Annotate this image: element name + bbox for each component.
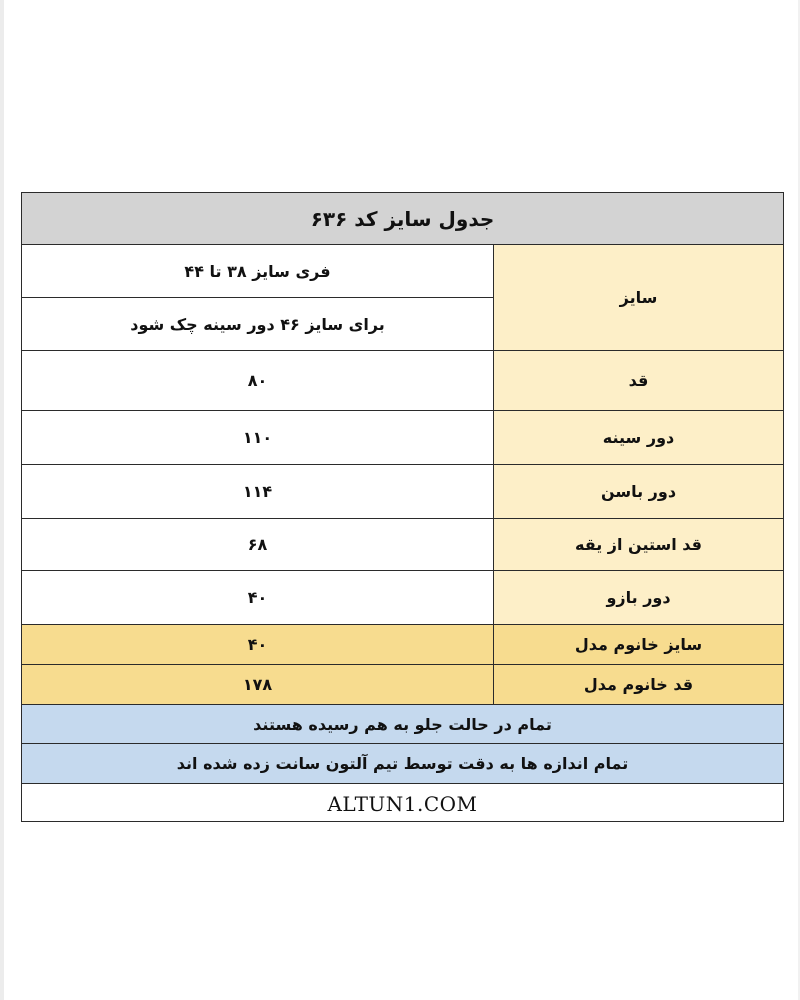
measurement-row-length xyxy=(22,350,783,410)
size-value-free: فری سایز ۳۸ تا ۴۴ xyxy=(22,245,493,297)
size-chart-table xyxy=(21,192,784,822)
note-row xyxy=(22,704,783,743)
measurement-label: دور باسن xyxy=(493,465,783,518)
note-text: تمام در حالت جلو به هم رسیده هستند xyxy=(22,705,783,743)
measurement-label: دور بازو xyxy=(493,571,783,624)
model-height-row xyxy=(22,664,783,704)
measurement-label: قد xyxy=(493,351,783,410)
measurement-row-chest xyxy=(22,410,783,464)
model-size-row xyxy=(22,624,783,664)
model-value: ۱۷۸ xyxy=(22,665,493,704)
size-row xyxy=(22,244,783,350)
measurement-label: دور سینه xyxy=(493,411,783,464)
measurement-value: ۴۰ xyxy=(22,571,493,624)
model-label: قد خانوم مدل xyxy=(493,665,783,704)
measurement-label: قد استین از یقه xyxy=(493,519,783,570)
size-values xyxy=(22,245,493,350)
footer-row xyxy=(22,783,783,822)
note-row xyxy=(22,743,783,783)
size-value-note: برای سایز ۴۶ دور سینه چک شود xyxy=(22,297,493,350)
title-row xyxy=(22,193,783,244)
model-value: ۴۰ xyxy=(22,625,493,664)
left-edge-strip xyxy=(0,0,4,1000)
measurement-value: ۶۸ xyxy=(22,519,493,570)
measurement-value: ۱۱۴ xyxy=(22,465,493,518)
note-text: تمام اندازه ها به دقت توسط تیم آلتون سانت زده شده اند xyxy=(22,744,783,783)
measurement-value: ۱۱۰ xyxy=(22,411,493,464)
measurement-row-sleeve xyxy=(22,518,783,570)
chart-title: جدول سایز کد ۶۳۶ xyxy=(22,193,783,244)
site-link[interactable]: ALTUN1.COM xyxy=(22,784,783,822)
measurement-row-arm xyxy=(22,570,783,624)
size-label: سایز xyxy=(493,245,783,350)
measurement-value: ۸۰ xyxy=(22,351,493,410)
measurement-row-hip xyxy=(22,464,783,518)
model-label: سایز خانوم مدل xyxy=(493,625,783,664)
